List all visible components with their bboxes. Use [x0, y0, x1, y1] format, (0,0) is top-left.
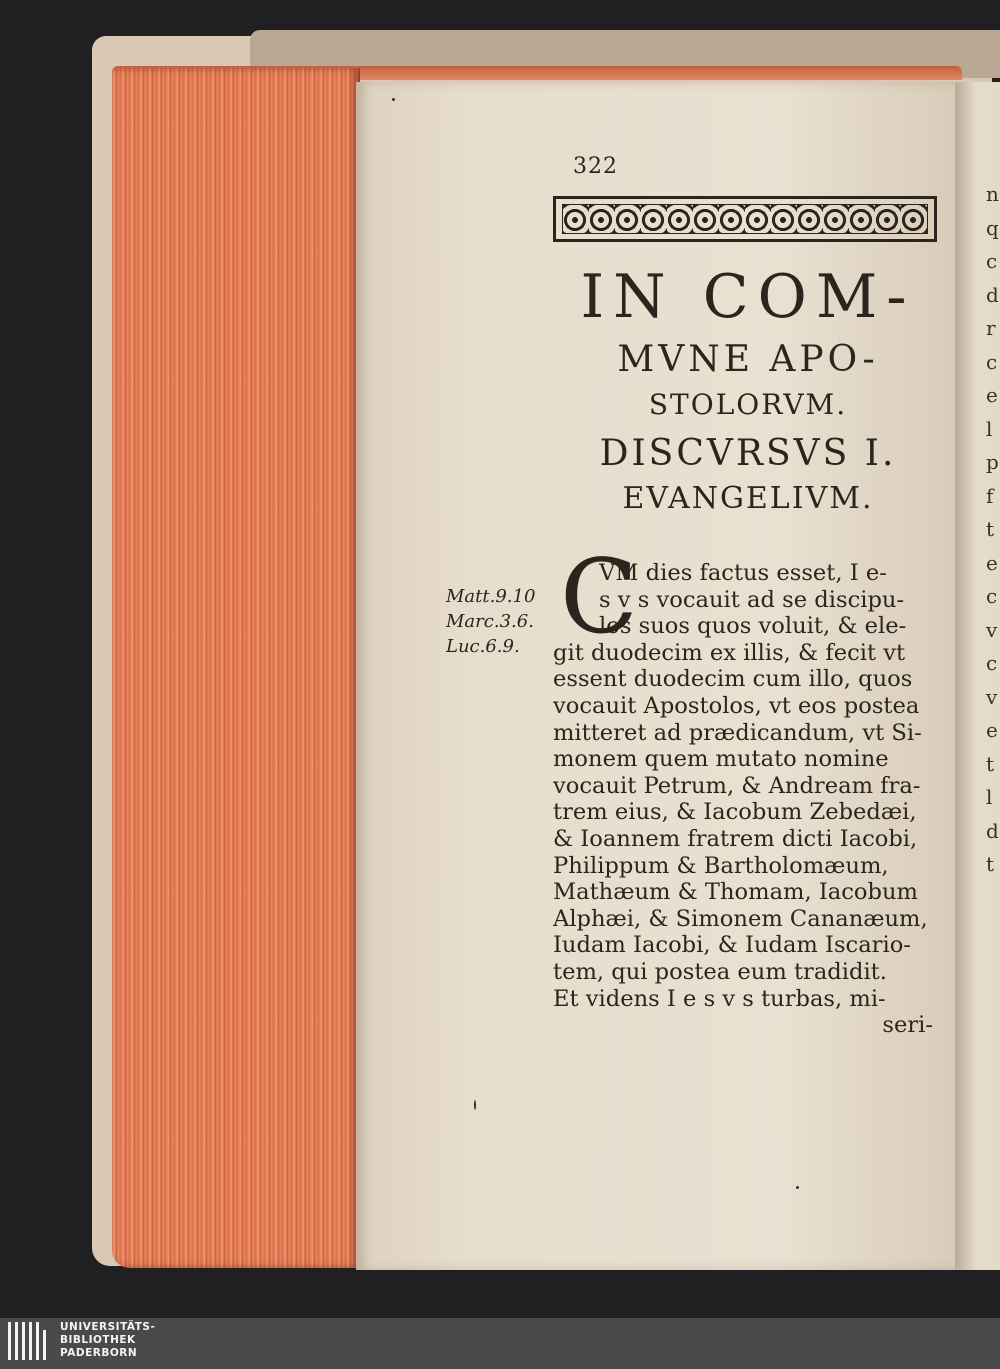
library-footer-bar: [0, 1318, 1000, 1369]
facing-page-letter: e: [986, 718, 998, 742]
facing-page-letter: v: [986, 617, 998, 642]
body-line: tem, qui postea eum tradidit.: [553, 958, 887, 985]
body-line: & Ioannem fratrem dicti Iacobi,: [553, 825, 918, 852]
page-block-fore-edge: [112, 68, 360, 1268]
ornament-pattern: [562, 204, 928, 234]
drop-cap-initial: C: [560, 538, 639, 657]
body-line: Philippum & Bartholomæum,: [553, 852, 889, 879]
facing-page-letter: t: [986, 517, 995, 541]
body-line: vocauit Petrum, & Andream fra-: [553, 772, 921, 799]
body-line: los suos quos voluit, & ele-: [599, 613, 907, 640]
body-line: essent duodecim cum illo, quos: [553, 666, 913, 693]
marginal-ref-luke: Luc.6.9.: [446, 636, 520, 657]
library-name-line: BIBLIOTHEK: [60, 1334, 136, 1346]
marginal-references: [446, 584, 556, 659]
headpiece-ornament: [553, 196, 937, 242]
marginal-ref-mark: Marc.3.6.: [446, 611, 534, 632]
facing-page-letter: d: [986, 282, 999, 307]
heading-line-1: IN COM-: [580, 262, 916, 332]
facing-page-letter: f: [986, 483, 994, 508]
body-line: vocauit Apostolos, vt eos postea: [553, 692, 920, 719]
heading-line-3: STOLORVM.: [648, 388, 848, 421]
body-line: Iudam Iacobi, & Iudam Iscario-: [553, 932, 911, 959]
library-name-line: PADERBORN: [60, 1347, 138, 1359]
facing-page-letter: q: [986, 215, 999, 240]
facing-page-letter: e: [986, 383, 998, 407]
facing-page-letter: t: [986, 751, 995, 776]
facing-page-letter: l: [986, 785, 993, 809]
facing-page-letters: [986, 178, 1000, 882]
body-line: s v s vocauit ad se discipu-: [599, 586, 905, 613]
body-line: VM dies factus esset, I e-: [599, 560, 887, 586]
library-name-line: UNIVERSITÄTS-: [60, 1321, 156, 1333]
facing-page-letter: c: [986, 349, 998, 374]
facing-page-letter: e: [986, 550, 998, 575]
marginal-ref-matthew: Matt.9.10: [446, 586, 536, 607]
body-line: Alphæi, & Simonem Cananæum,: [553, 905, 928, 932]
facing-page-letter: l: [986, 416, 993, 441]
facing-page-letter: c: [986, 584, 998, 608]
facing-page-letter: v: [986, 684, 998, 709]
heading-line-4: DISCVRSVS I.: [599, 433, 897, 474]
facing-page-letter: n: [986, 182, 999, 206]
body-line: git duodecim ex illis, & fecit vt: [553, 639, 906, 666]
body-line: monem quem mutato nomine: [553, 746, 889, 773]
facing-page-letter: t: [986, 852, 995, 876]
facing-page-letter: r: [986, 316, 996, 340]
body-text: [553, 560, 943, 1039]
library-logo-icon: [8, 1322, 48, 1362]
facing-page-letter: d: [986, 818, 999, 843]
body-line: Mathæum & Thomam, Iacobum: [553, 879, 918, 906]
page-number: 322: [573, 154, 618, 179]
heading-line-5: EVANGELIVM.: [622, 481, 874, 516]
body-line: trem eius, & Iacobum Zebedæi,: [553, 799, 917, 826]
facing-page-letter: c: [986, 651, 998, 675]
body-line: mitteret ad prædicandum, vt Si-: [553, 719, 922, 746]
heading-line-2: MVNE APO-: [617, 339, 879, 380]
facing-page-letter: c: [986, 249, 998, 273]
library-name: [60, 1321, 155, 1360]
catchword: seri-: [882, 1012, 933, 1039]
facing-page-letter: p: [986, 450, 999, 474]
body-line: Et videns I e s v s turbas, mi-: [553, 985, 886, 1012]
